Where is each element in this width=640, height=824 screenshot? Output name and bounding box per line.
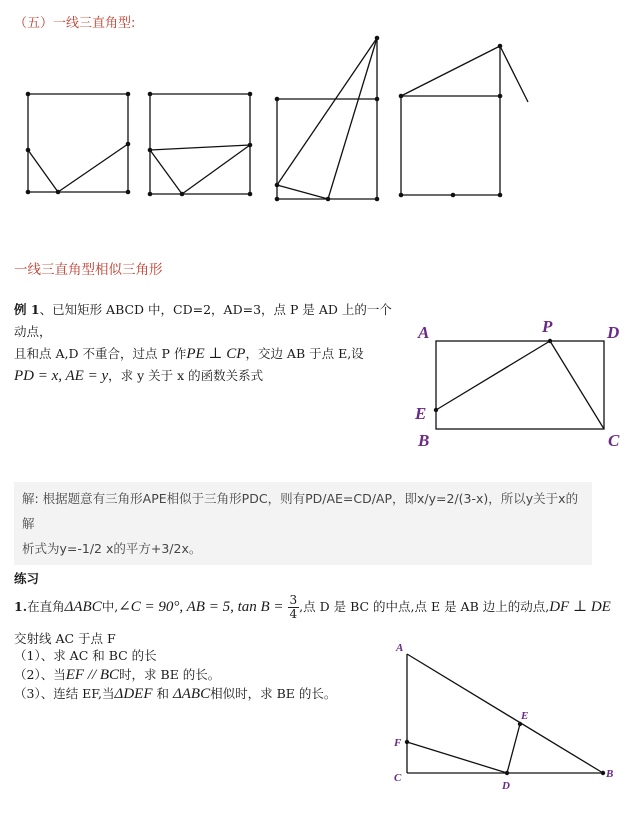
question-text-b: 中, [101,599,119,614]
tri-label-A: A [396,642,404,654]
label-B: B [418,431,430,450]
sub3-text-mid: 和 [156,686,169,701]
diagram-2 [150,94,250,194]
solution-box [14,482,592,565]
question-triangle-abc: ΔABC [64,599,102,615]
example-line-1-text: 、已知矩形 ABCD 中，CD=2，AD=3，点 P 是 AD 上的一个动点， [14,302,392,339]
sub-question-3 [14,683,336,705]
fraction-denominator: 4 [289,607,298,621]
sub3-text-b: 相似时，求 BE 的长。 [210,686,337,701]
diagram-1 [28,94,128,192]
example-line-2 [14,343,404,365]
example-label: 例 1 [14,302,40,317]
sub3-triangle-def: ΔDEF [114,686,153,702]
tan-fraction [288,594,300,621]
example-1-text [14,299,404,387]
similar-title: 一线三直角型相似三角形 [14,262,163,278]
three-right-angle-diagrams [0,0,640,215]
label-D: D [607,323,620,342]
label-C: C [608,431,620,450]
example-line-3b: ，求 y 关于 x 的函数关系式 [108,368,264,383]
solution-line-1: 解: 根据题意有三角形APE相似于三角形PDC，则有PD/AE=CD/AP，即x/y=2/(3-x)，所以y关于x的解 [22,491,579,531]
question-conditions: ∠C = 90°, AB = 5, tan B = [118,599,284,615]
diagram-4 [401,46,528,195]
tri-label-E: E [521,710,529,722]
sub-question-1: （1）、求 AC 和 BC 的长 [14,648,157,663]
question-text-c: ,点 D 是 BC 的中点,点 E 是 AB 边上的动点, [299,599,550,614]
practice-question [14,594,634,621]
example-def-formula: PD = x, AE = y [14,368,109,384]
fraction-numerator: 3 [289,593,298,607]
example-perp-formula: PE ⊥ CP [186,346,246,362]
practice-heading: 练习 [14,571,40,586]
sub3-text-a: （3）、连结 EF,当 [14,686,115,701]
tri-label-B: B [606,768,614,780]
question-perp-formula: DF ⊥ DE [549,599,611,615]
question-text-a: 在直角 [27,599,65,614]
diagram-3 [277,38,377,199]
sub2-parallel-formula: EF // BC [65,667,120,683]
section-title: （五）一线三直角型: [14,16,136,31]
label-A: A [418,323,430,342]
example-line-1 [14,299,404,343]
sub2-text-b: 时，求 BE 的长。 [119,667,221,682]
tri-label-F: F [394,737,402,749]
question-number: 1. [14,599,28,614]
practice-triangle-figure [385,636,625,806]
tri-label-C: C [394,772,402,784]
sub3-triangle-abc: ΔABC [172,686,211,702]
example-rectangle-figure [408,312,640,452]
label-E: E [415,404,427,423]
example-line-2a: 且和点 A,D 不重合，过点 P 作 [14,346,187,361]
question-line-2: 交射线 AC 于点 F [14,631,116,646]
sub2-text-a: （2）、当 [14,667,66,682]
example-line-2b: ，交边 AB 于点 E,设 [245,346,364,361]
label-P: P [542,317,553,336]
example-line-3 [14,365,404,387]
tri-label-D: D [502,780,510,792]
solution-line-2: 析式为y=-1/2 x的平方+3/2x。 [22,541,202,556]
